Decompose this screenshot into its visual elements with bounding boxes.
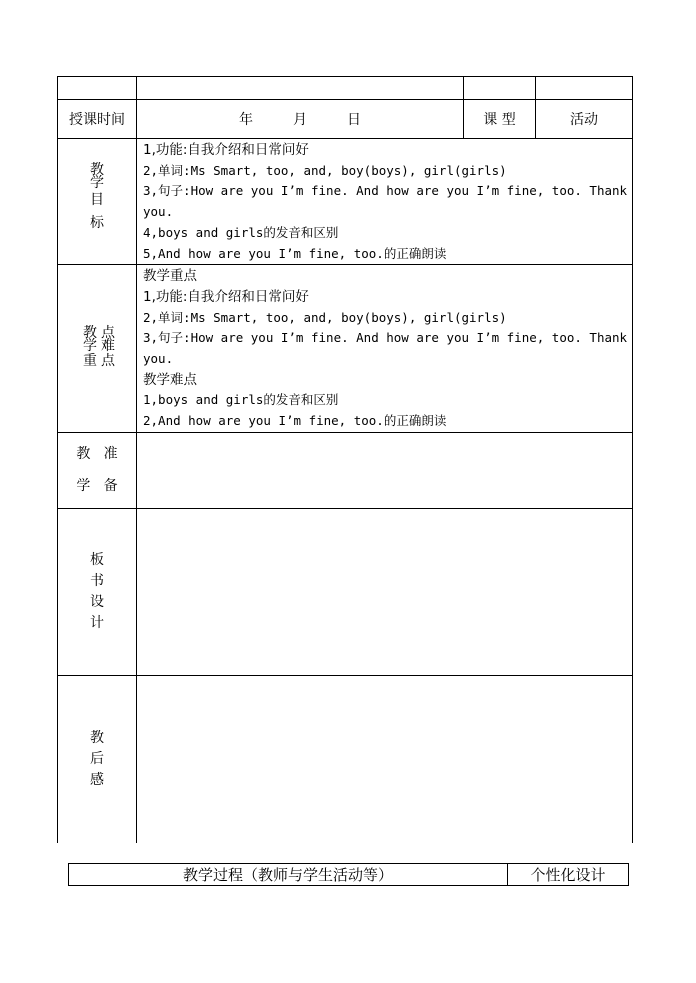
goal-line: 1,功能:自我介绍和日常问好 (143, 142, 309, 158)
reflection-label (58, 675, 137, 843)
reflection-content[interactable] (137, 675, 633, 843)
goals-label-char: 标 (90, 214, 104, 231)
key-points-label-char: 难 (101, 337, 115, 354)
preparation-label-char: 准 (103, 446, 118, 463)
difficult-points-heading: 教学难点 (143, 371, 197, 388)
process-header-table (68, 863, 629, 886)
preparation-row (58, 432, 633, 508)
goals-label-char: 教 (90, 161, 104, 178)
key-points-label-char: 教 (83, 324, 97, 341)
reflection-row (58, 675, 633, 843)
blank-cell[interactable] (58, 77, 137, 100)
goals-label-char: 目 (90, 191, 104, 208)
board-design-content[interactable] (137, 508, 633, 675)
teaching-process-header: 教学过程（教师与学生活动等） (69, 864, 508, 886)
key-points-heading: 教学重点 (143, 268, 197, 285)
board-design-label-char: 书 (90, 572, 104, 589)
lesson-plan-table (57, 76, 633, 843)
board-design-label-char: 设 (90, 593, 104, 610)
day-label: 日 (347, 112, 361, 128)
difficult-point-line: 2,And how are you I’m fine, too.的正确朗读 (143, 413, 447, 429)
date-cell[interactable] (137, 100, 464, 139)
goal-line: 4,boys and girls的发音和区别 (143, 224, 339, 240)
preparation-label-char: 教 (76, 446, 91, 463)
key-points-label-char: 学 (83, 337, 97, 354)
preparation-label-char: 备 (103, 478, 118, 495)
month-label: 月 (293, 112, 307, 128)
preparation-label (58, 432, 137, 508)
key-points-row (58, 265, 633, 433)
goals-label-char: 学 (90, 174, 104, 191)
reflection-label-char: 感 (90, 772, 104, 789)
board-design-label (58, 508, 137, 675)
key-point-line: 3,句子:How are you I’m fine. And how are you I’m fine, too. Thank you. (143, 330, 628, 367)
personalized-design-header: 个性化设计 (508, 864, 629, 886)
goal-line: 3,句子:How are you I’m fine. And how are you I’m fine, too. Thank you. (143, 183, 628, 220)
key-point-line: 1,功能:自我介绍和日常问好 (143, 288, 309, 305)
blank-cell[interactable] (536, 77, 633, 100)
goal-line: 5,And how are you I’m fine, too.的正确朗读 (143, 245, 447, 261)
lesson-type-label: 课 型 (464, 100, 536, 139)
teaching-time-label: 授课时间 (58, 100, 137, 139)
goal-line: 2,单词:Ms Smart, too, and, boy(boys), girl(girls) (143, 162, 507, 178)
blank-cell[interactable] (464, 77, 536, 100)
goals-label (58, 139, 137, 265)
goals-row (58, 139, 633, 265)
key-points-label-char: 点 (101, 324, 115, 341)
blank-top-row (58, 77, 633, 100)
preparation-label-char: 学 (76, 478, 91, 495)
board-design-label-char: 计 (90, 614, 104, 631)
difficult-point-line: 1,boys and girls的发音和区别 (143, 392, 339, 408)
blank-cell[interactable] (137, 77, 464, 100)
year-label: 年 (239, 112, 253, 128)
board-design-label-char: 板 (90, 551, 104, 568)
key-points-label (58, 265, 137, 433)
goals-content[interactable] (137, 139, 633, 265)
reflection-label-char: 后 (90, 751, 104, 768)
board-design-row (58, 508, 633, 675)
teaching-time-row (58, 100, 633, 139)
preparation-content[interactable] (137, 432, 633, 508)
key-points-content[interactable] (137, 265, 633, 433)
reflection-label-char: 教 (90, 730, 104, 747)
key-point-line: 2,单词:Ms Smart, too, and, boy(boys), girl(girls) (143, 309, 507, 325)
lesson-type-value[interactable]: 活动 (536, 100, 633, 139)
key-points-label-char: 点 (101, 352, 115, 369)
key-points-label-char: 重 (83, 352, 97, 369)
